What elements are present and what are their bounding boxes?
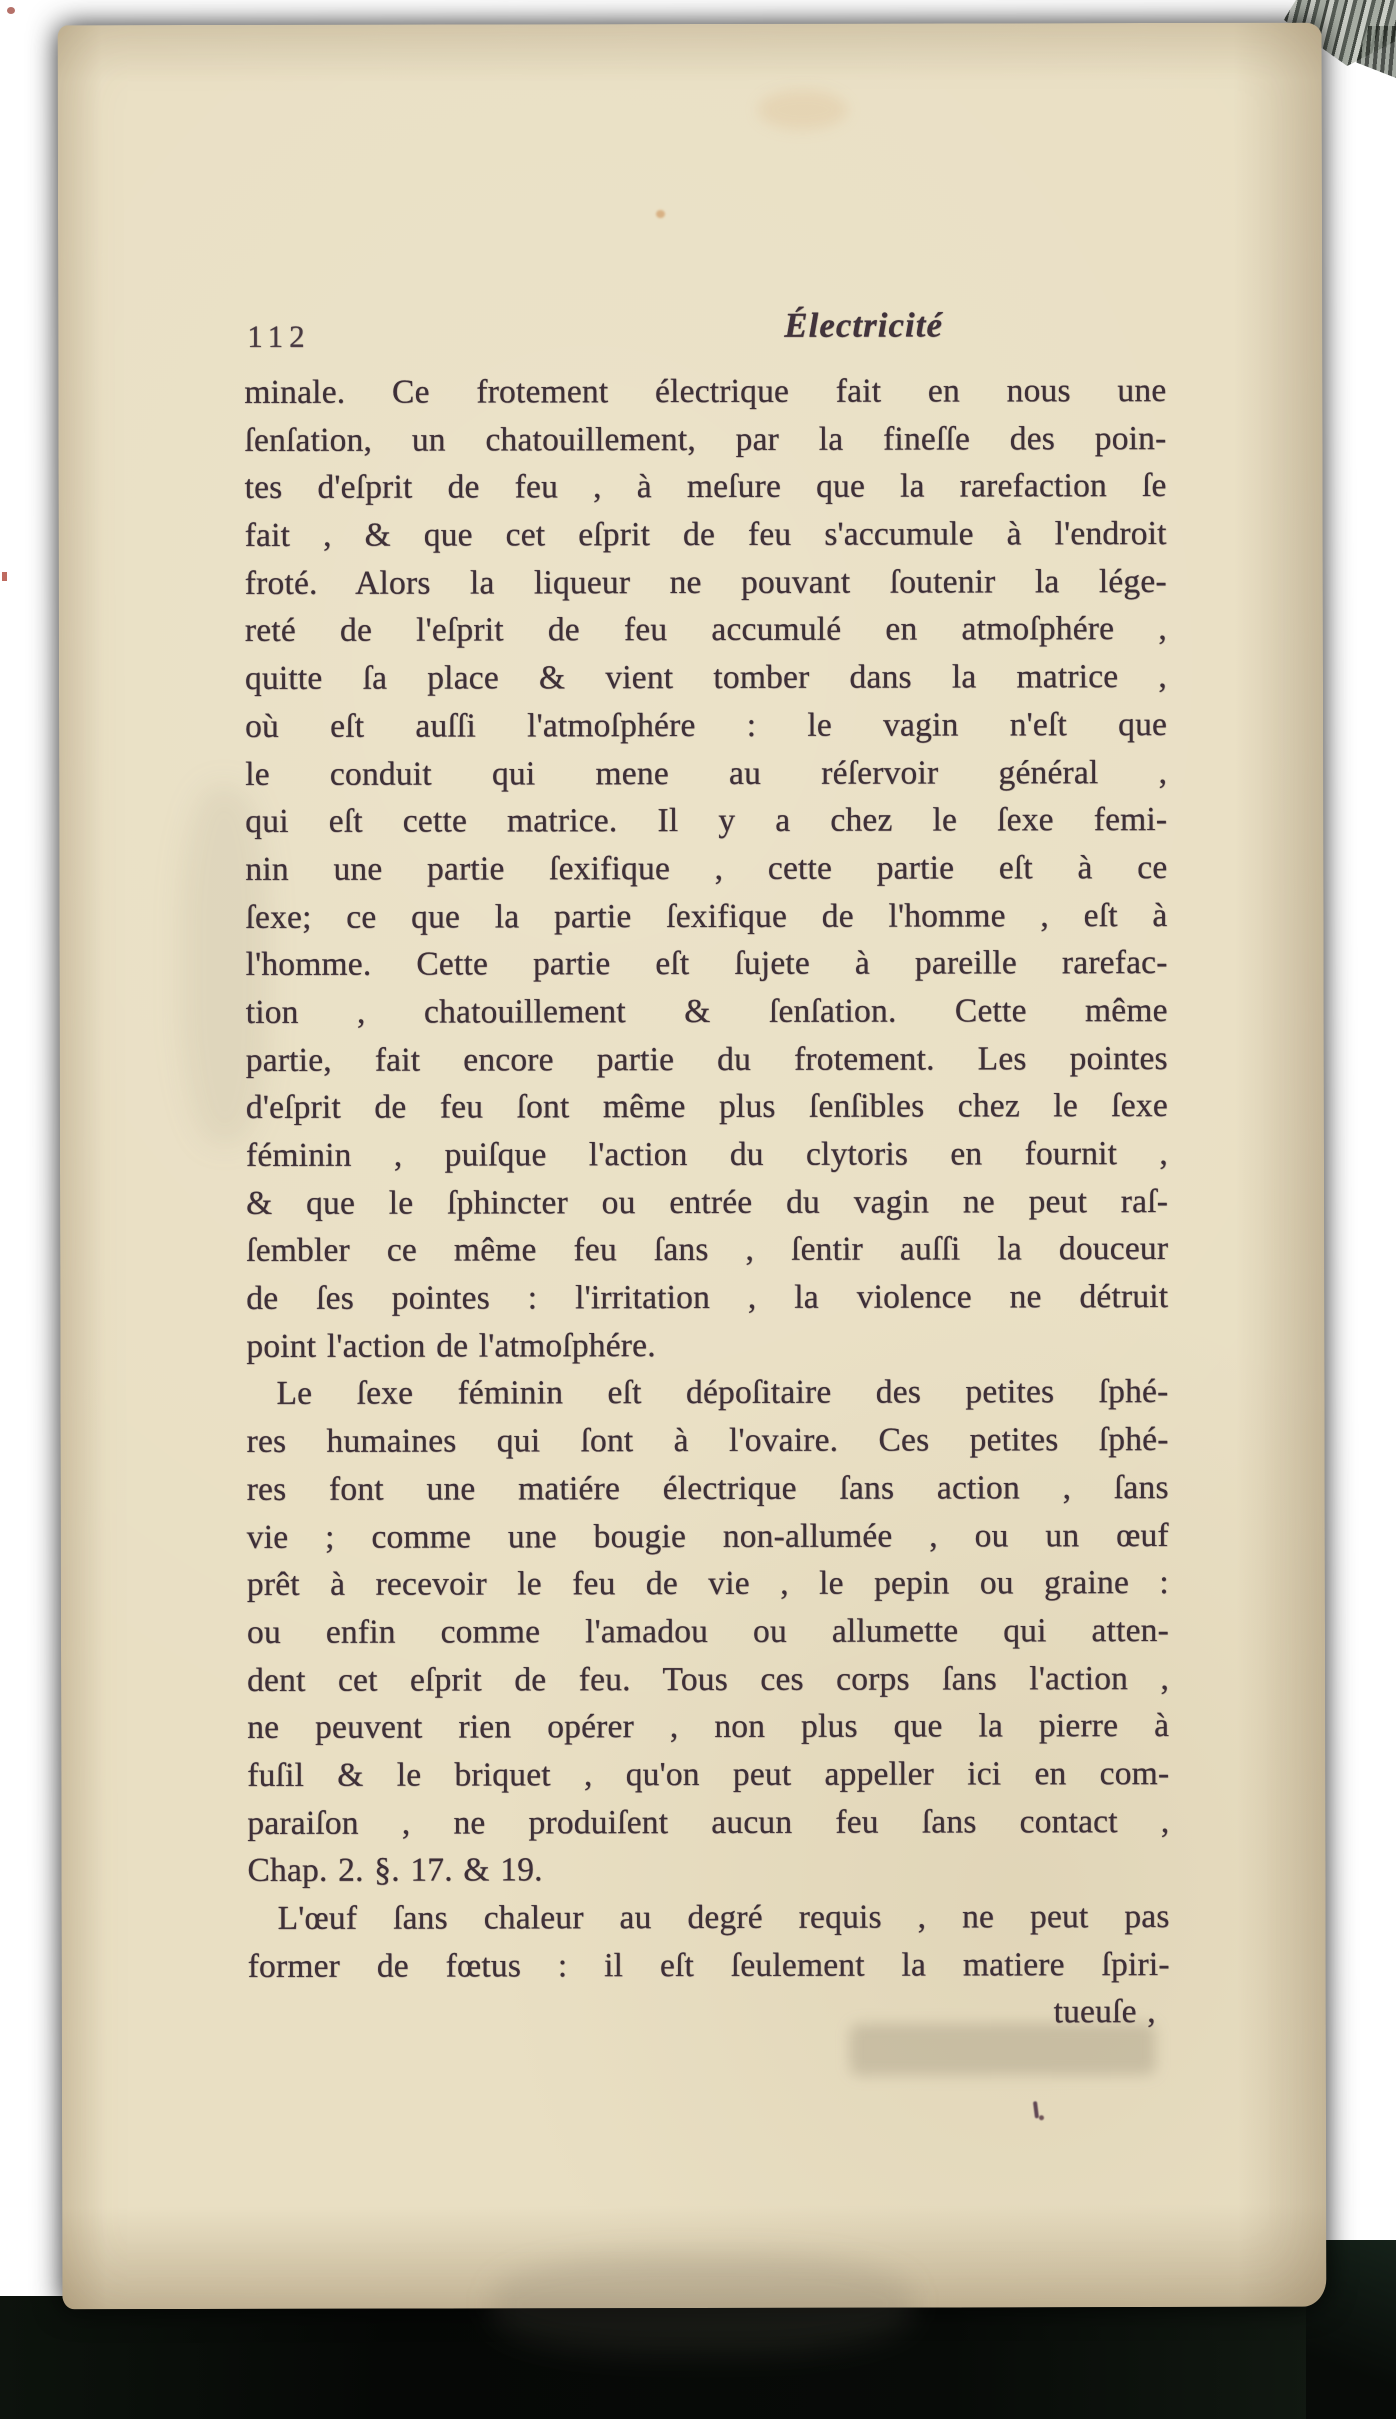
text-line: fait , & que cet eſprit de feu s'accumule à l'endroit (244, 515, 1167, 554)
text-line: tes d'eſprit de feu , à meſure que la rarefaction ſe (244, 467, 1167, 507)
text-line: dent cet eſprit de feu. Tous ces corps ſans l'action , (247, 1659, 1170, 1699)
text-line: tion , chatouillement & ſenſation. Cette même (245, 991, 1168, 1031)
text-line: vie ; comme une bougie non-allumée , ou un œuf (246, 1516, 1169, 1556)
text-line: ſexe; ce que la partie ſexifique de l'homme , eſt à (245, 896, 1168, 936)
text-line: prêt à recevoir le feu de vie , le pepin ou graine : (246, 1564, 1169, 1604)
text-line: froté. Alors la liqueur ne pouvant ſoutenir la lége- (244, 562, 1167, 602)
text-line: & que le ſphincter ou entrée du vagin ne peut raſ- (246, 1182, 1169, 1222)
text-line: fuſil & le briquet , qu'on peut appeller ici en com- (247, 1754, 1170, 1794)
text-line: res humaines qui ſont à l'ovaire. Ces petites ſphé- (246, 1421, 1169, 1461)
body-text (244, 367, 1169, 2038)
text-line: féminin , puiſque l'action du clytoris en fournit , (245, 1135, 1169, 1174)
paper-stain (758, 90, 848, 130)
page-number: 112 (247, 318, 311, 354)
catchword: tueuſe , (1053, 1993, 1156, 2031)
text-line: ne peuvent rien opérer , non plus que la pierre à (247, 1707, 1170, 1747)
text-line: L'œuf ſans chaleur au degré requis , ne peut pas (277, 1898, 1170, 1937)
text-block (244, 305, 1170, 2038)
ink-spot (1030, 2099, 1046, 2127)
text-line: le conduit qui mene au réſervoir général , (245, 753, 1168, 793)
text-line: où eſt auſſi l'atmoſphére : le vagin n'eſt que (245, 705, 1168, 745)
text-line: Chap. 2. §. 17. & 19. (247, 1851, 543, 1890)
text-line: qui eſt cette matrice. Il y a chez le ſexe femi- (245, 801, 1168, 841)
text-line: former de fœtus : il eſt ſeulement la matiere ſpiri- (247, 1945, 1170, 1985)
text-line: nin une partie ſexifique , cette partie eſt à ce (245, 848, 1168, 888)
paper-freckle (656, 210, 665, 218)
running-head (244, 305, 1166, 369)
running-title: Électricité (784, 305, 944, 345)
text-line: partie, fait encore partie du frotement. Les pointes (245, 1039, 1168, 1079)
text-line: reté de l'eſprit de feu accumulé en atmoſphére , (244, 610, 1167, 650)
text-line: point l'action de l'atmoſphére. (246, 1326, 656, 1365)
book-page (58, 23, 1327, 2310)
text-line: ou enfin comme l'amadou ou allumette qui atten- (246, 1611, 1170, 1651)
text-line: quitte ſa place & vient tomber dans la matrice , (244, 658, 1168, 698)
text-line: Le ſexe féminin eſt dépoſitaire des petites ſphé- (276, 1373, 1169, 1413)
text-line: res font une matiére électrique ſans action , ſans (246, 1468, 1169, 1508)
red-edge-speck (2, 572, 7, 581)
text-line: de ſes pointes : l'irritation , la violence ne détruit (246, 1278, 1169, 1317)
show-through-smudge (492, 2254, 912, 2355)
text-line: minale. Ce frotement électrique fait en nous une (244, 372, 1167, 411)
text-line: paraiſon , ne produiſent aucun feu ſans contact , (247, 1802, 1170, 1842)
text-line: ſenſation, un chatouillement, par la fineſſe des poin- (244, 419, 1167, 459)
text-line: l'homme. Cette partie eſt ſujete à pareille rarefac- (245, 944, 1168, 984)
text-line: d'eſprit de feu ſont même plus ſenſibles chez le ſexe (245, 1087, 1168, 1127)
text-line: ſembler ce même feu ſans , ſentir auſſi la douceur (246, 1230, 1169, 1270)
red-edge-speck (7, 7, 15, 14)
